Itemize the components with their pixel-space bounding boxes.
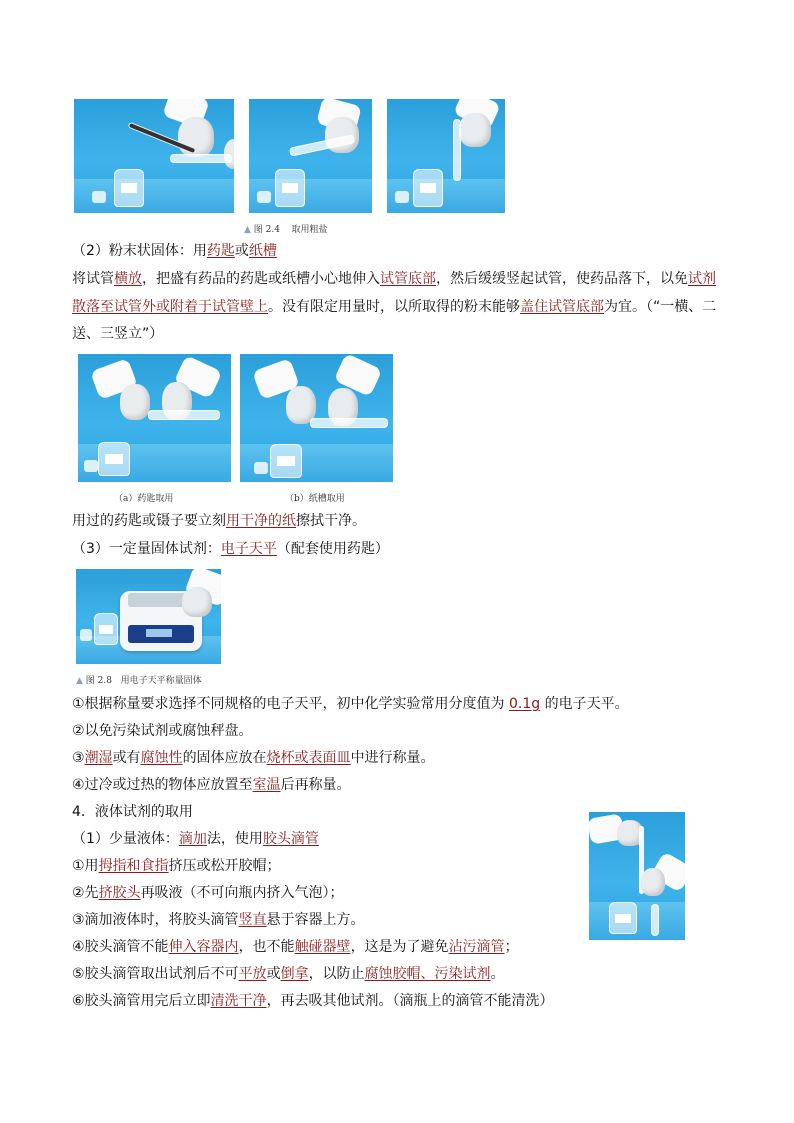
powder-line-2: 散落至试管外或附着于试管壁上。没有限定用量时，以所取得的粉末能够盖住试管底部为宜。（“一横、二: [72, 299, 717, 315]
photo-coarse-salt-3: [387, 99, 505, 213]
figure-2-4-caption: ▲ 图 2.4 取用粗盐: [244, 225, 328, 235]
photo-coarse-salt-2: [249, 99, 372, 213]
photo-electronic-balance: [76, 569, 221, 664]
powder-line-4: 用过的药匙或镊子要立刻用干净的纸擦拭干净。: [72, 513, 366, 529]
photo-coarse-salt-1: [74, 99, 234, 213]
powder-heading: （2）粉末状固体：用药匙或纸槽: [72, 243, 277, 259]
photo-paper-trough-method: [240, 354, 393, 482]
fixed-item-4: ④过冷或过热的物体应放置至室温后再称量。: [72, 777, 351, 793]
photo-spoon-method: [78, 354, 231, 482]
caption-spoon: （a）药匙取用: [114, 494, 174, 504]
photo-dropper: [589, 812, 685, 940]
liquid-item-1: ①用拇指和食指挤压或松开胶帽；: [72, 858, 281, 874]
liquid-item-5: ⑤胶头滴管取出试剂后不可平放或倒拿，以防止腐蚀胶帽、污染试剂。: [72, 966, 505, 982]
liquid-item-3: ③滴加液体时，将胶头滴管竖直悬于容器上方。: [72, 912, 365, 928]
fixed-item-3: ③潮湿或有腐蚀性的固体应放在烧杯或表面皿中进行称量。: [72, 750, 435, 766]
fixed-item-1: ①根据称量要求选择不同规格的电子天平，初中化学实验常用分度值为 0.1g 的电子天平。: [72, 696, 629, 712]
fixed-item-2: ②以免污染试剂或腐蚀秤盘。: [72, 723, 253, 739]
powder-line-3: 送、三竖立”）: [72, 326, 164, 342]
fixed-heading: （3）一定量固体试剂：电子天平（配套使用药匙）: [72, 541, 389, 557]
liquid-item-4: ④胶头滴管不能伸入容器内，也不能触碰器壁，这是为了避免沾污滴管；: [72, 939, 519, 955]
liquid-section-title: 4．液体试剂的取用: [72, 804, 193, 820]
liquid-item-2: ②先挤胶头再吸液（不可向瓶内挤入气泡）；: [72, 885, 344, 901]
liquid-item-6: ⑥胶头滴管用完后立即清洗干净，再去吸其他试剂。（滴瓶上的滴管不能清洗）: [72, 993, 554, 1009]
figure-2-8-caption: ▲ 图 2.8 用电子天平称量固体: [76, 676, 202, 686]
caption-paper-trough: （b）纸槽取用: [285, 494, 345, 504]
powder-line-1: 将试管横放，把盛有药品的药匙或纸槽小心地伸入试管底部，然后缓缓竖起试管，使药品落下，以免试剂: [72, 271, 716, 287]
liquid-heading: （1）少量液体：滴加法，使用胶头滴管: [72, 831, 319, 847]
